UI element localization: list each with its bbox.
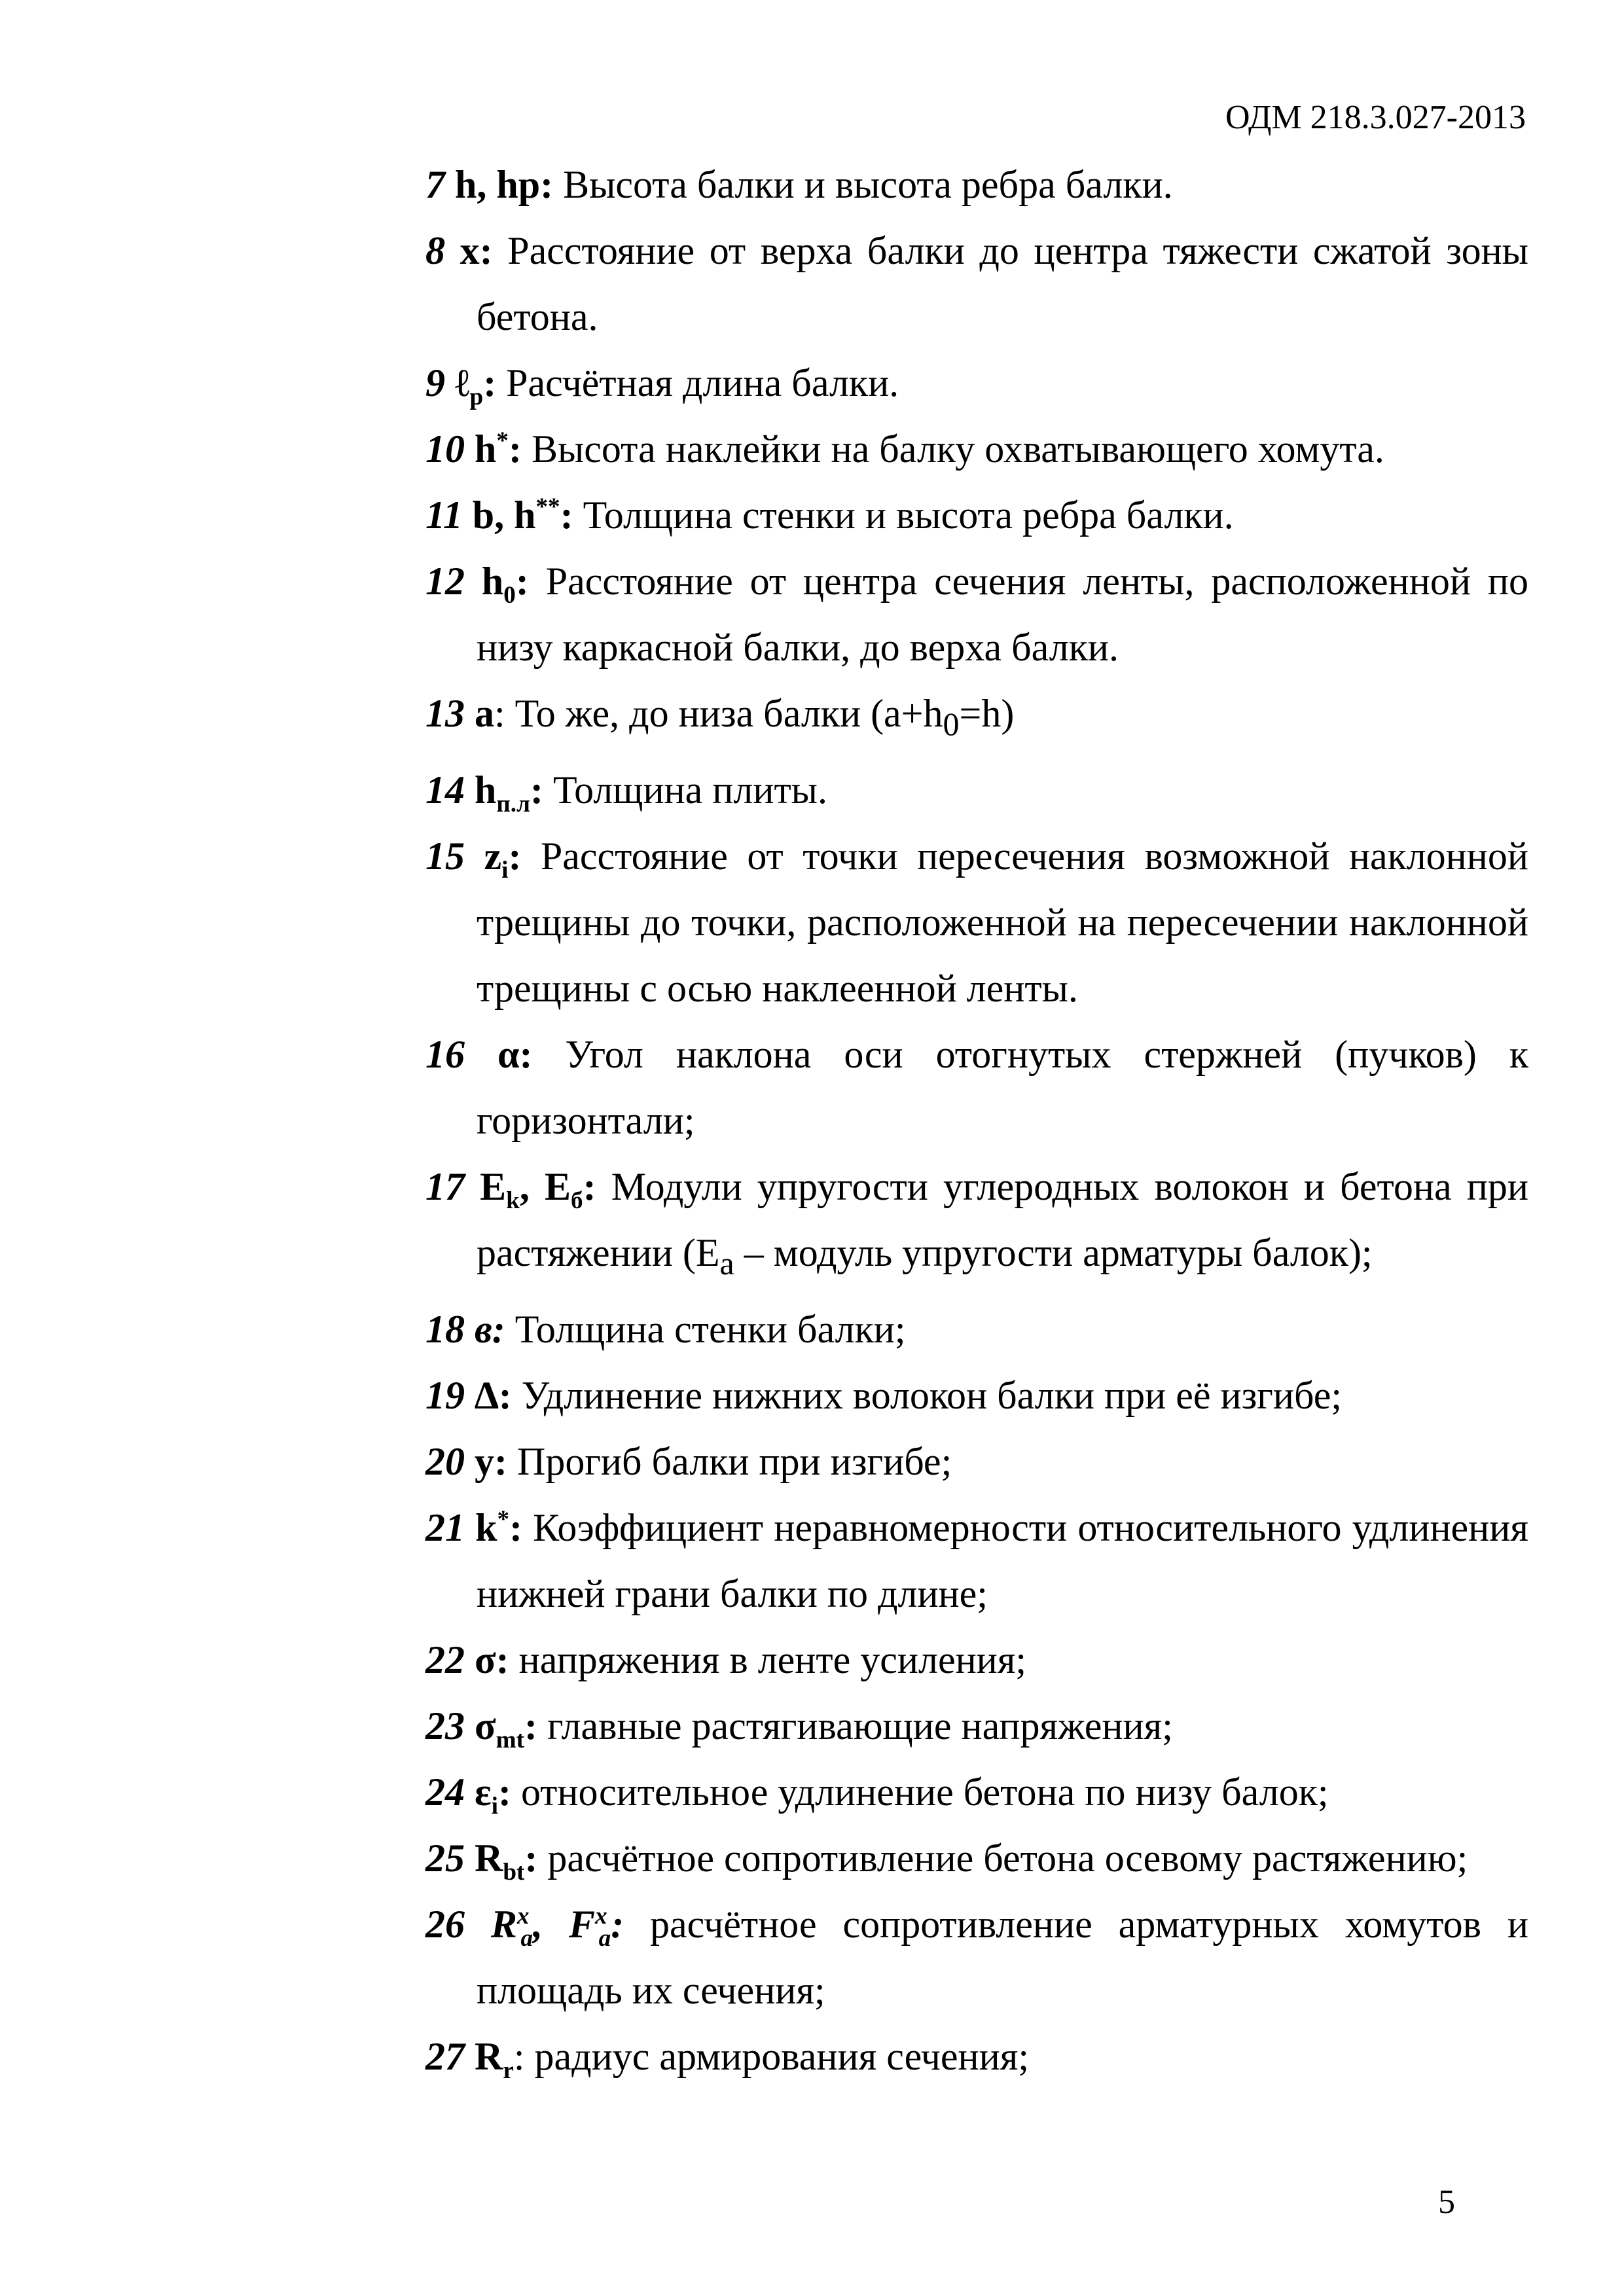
page-number: 5 bbox=[1438, 2183, 1455, 2221]
item-text: относительное удлинение бетона по низу балок; bbox=[511, 1770, 1329, 1814]
list-item-24 bbox=[425, 1759, 1528, 1825]
item-number: 11 bbox=[425, 493, 463, 537]
item-symbol: $h_{п.л}$: bbox=[475, 768, 543, 817]
item-symbol: $R_r$ bbox=[475, 2035, 514, 2084]
notation-list bbox=[425, 152, 1528, 2090]
item-symbol: $E_k$, $E_б$: bbox=[480, 1165, 596, 1214]
list-item-8 bbox=[425, 218, 1528, 350]
item-number: 21 bbox=[425, 1506, 465, 1549]
item-number: 15 bbox=[425, 834, 465, 878]
item-number: 25 bbox=[425, 1837, 465, 1880]
list-item-22 bbox=[425, 1627, 1528, 1693]
list-item-25 bbox=[425, 1825, 1528, 1892]
item-symbol: b, h**: bbox=[472, 493, 573, 537]
item-symbol: ℓ$_р$: bbox=[455, 361, 497, 410]
item-number: 10 bbox=[425, 427, 465, 471]
item-number: 20 bbox=[425, 1440, 465, 1483]
item-text: Толщина стенки и высота ребра балки. bbox=[573, 493, 1234, 537]
item-number: 18 bbox=[425, 1308, 465, 1351]
list-item-17 bbox=[425, 1154, 1528, 1297]
item-number: 14 bbox=[425, 768, 465, 812]
list-item-11 bbox=[425, 482, 1528, 548]
item-symbol: x: bbox=[460, 229, 493, 272]
item-text: Высота наклейки на балку охватывающего хомута. bbox=[521, 427, 1384, 471]
list-item-13 bbox=[425, 681, 1528, 757]
list-item-27 bbox=[425, 2024, 1528, 2090]
item-symbol: $R^x_a$, $F^x_a$: bbox=[490, 1903, 624, 1952]
item-symbol: h*: bbox=[475, 427, 522, 471]
item-symbol: $z_i$: bbox=[484, 834, 522, 884]
item-text: Расстояние от центра сечения ленты, расположенной по низу каркасной балки, до верха балки. bbox=[477, 560, 1528, 669]
list-item-16 bbox=[425, 1022, 1528, 1154]
item-text: расчётное сопротивление бетона осевому растяжению; bbox=[537, 1837, 1468, 1880]
item-text: Расчётная длина балки. bbox=[496, 361, 899, 404]
item-text: Толщина плиты. bbox=[543, 768, 827, 812]
item-symbol: a bbox=[475, 692, 494, 735]
list-item-19 bbox=[425, 1363, 1528, 1429]
item-number: 16 bbox=[425, 1033, 465, 1076]
item-number: 7 bbox=[425, 163, 445, 206]
item-symbol: σ: bbox=[475, 1638, 509, 1681]
item-number: 24 bbox=[425, 1770, 465, 1814]
list-item-23 bbox=[425, 1693, 1528, 1759]
item-text: Прогиб балки при изгибе; bbox=[507, 1440, 952, 1483]
item-text: напряжения в ленте усиления; bbox=[509, 1638, 1027, 1681]
item-number: 27 bbox=[425, 2035, 465, 2078]
item-symbol: α: bbox=[497, 1033, 533, 1076]
item-symbol: в: bbox=[475, 1308, 505, 1351]
list-item-9 bbox=[425, 350, 1528, 416]
item-number: 26 bbox=[425, 1903, 465, 1946]
item-symbol: $R_{bt}$: bbox=[475, 1837, 538, 1886]
item-text: главные растягивающие напряжения; bbox=[537, 1704, 1173, 1748]
item-number: 8 bbox=[425, 229, 445, 272]
item-text: Модули упругости углеродных волокон и бетона при растяжении ($E_a$ – модуль упругости арматуры балок); bbox=[477, 1165, 1528, 1282]
item-symbol: $\varepsilon_i$: bbox=[475, 1770, 511, 1820]
item-text: Высота балки и высота ребра балки. bbox=[553, 163, 1173, 206]
item-symbol: ∆: bbox=[475, 1374, 512, 1417]
item-number: 23 bbox=[425, 1704, 465, 1748]
list-item-14 bbox=[425, 757, 1528, 823]
item-number: 13 bbox=[425, 692, 465, 735]
list-item-7 bbox=[425, 152, 1528, 218]
item-text: Коэффициент неравномерности относительного удлинения нижней грани балки по длине; bbox=[477, 1506, 1528, 1615]
item-number: 17 bbox=[425, 1165, 465, 1208]
item-symbol: y: bbox=[475, 1440, 507, 1483]
item-symbol: $h_0$: bbox=[481, 560, 529, 609]
item-number: 12 bbox=[425, 560, 465, 603]
item-text: Расстояние от верха балки до центра тяжести сжатой зоны бетона. bbox=[477, 229, 1528, 338]
list-item-20 bbox=[425, 1429, 1528, 1495]
item-symbol: h, hp: bbox=[455, 163, 554, 206]
item-number: 9 bbox=[425, 361, 445, 404]
list-item-21 bbox=[425, 1495, 1528, 1627]
item-text: Расстояние от точки пересечения возможной наклонной трещины до точки, расположенной на пересечении наклонной трещины с осью наклеенной ленты. bbox=[477, 834, 1529, 1010]
item-number: 22 bbox=[425, 1638, 465, 1681]
item-number: 19 bbox=[425, 1374, 465, 1417]
item-symbol: $\sigma_{mt}$: bbox=[475, 1704, 537, 1753]
document-code-header: ОДМ 218.3.027-2013 bbox=[1225, 99, 1526, 136]
list-item-18 bbox=[425, 1297, 1528, 1363]
list-item-12 bbox=[425, 548, 1528, 681]
list-item-10 bbox=[425, 416, 1528, 482]
item-text: : То же, до низа балки $(a+h_0=h)$ bbox=[494, 692, 1015, 742]
item-text: : радиус армирования сечения; bbox=[513, 2035, 1030, 2078]
list-item-26 bbox=[425, 1892, 1528, 2024]
item-symbol: k*: bbox=[475, 1506, 523, 1549]
item-text: Толщина стенки балки; bbox=[505, 1308, 906, 1351]
list-item-15 bbox=[425, 823, 1528, 1022]
item-text: Удлинение нижних волокон балки при её изгибе; bbox=[511, 1374, 1343, 1417]
item-text: расчётное сопротивление арматурных хомутов и площадь их сечения; bbox=[477, 1903, 1528, 2012]
item-text: Угол наклона оси отогнутых стержней (пучков) к горизонтали; bbox=[477, 1033, 1528, 1142]
